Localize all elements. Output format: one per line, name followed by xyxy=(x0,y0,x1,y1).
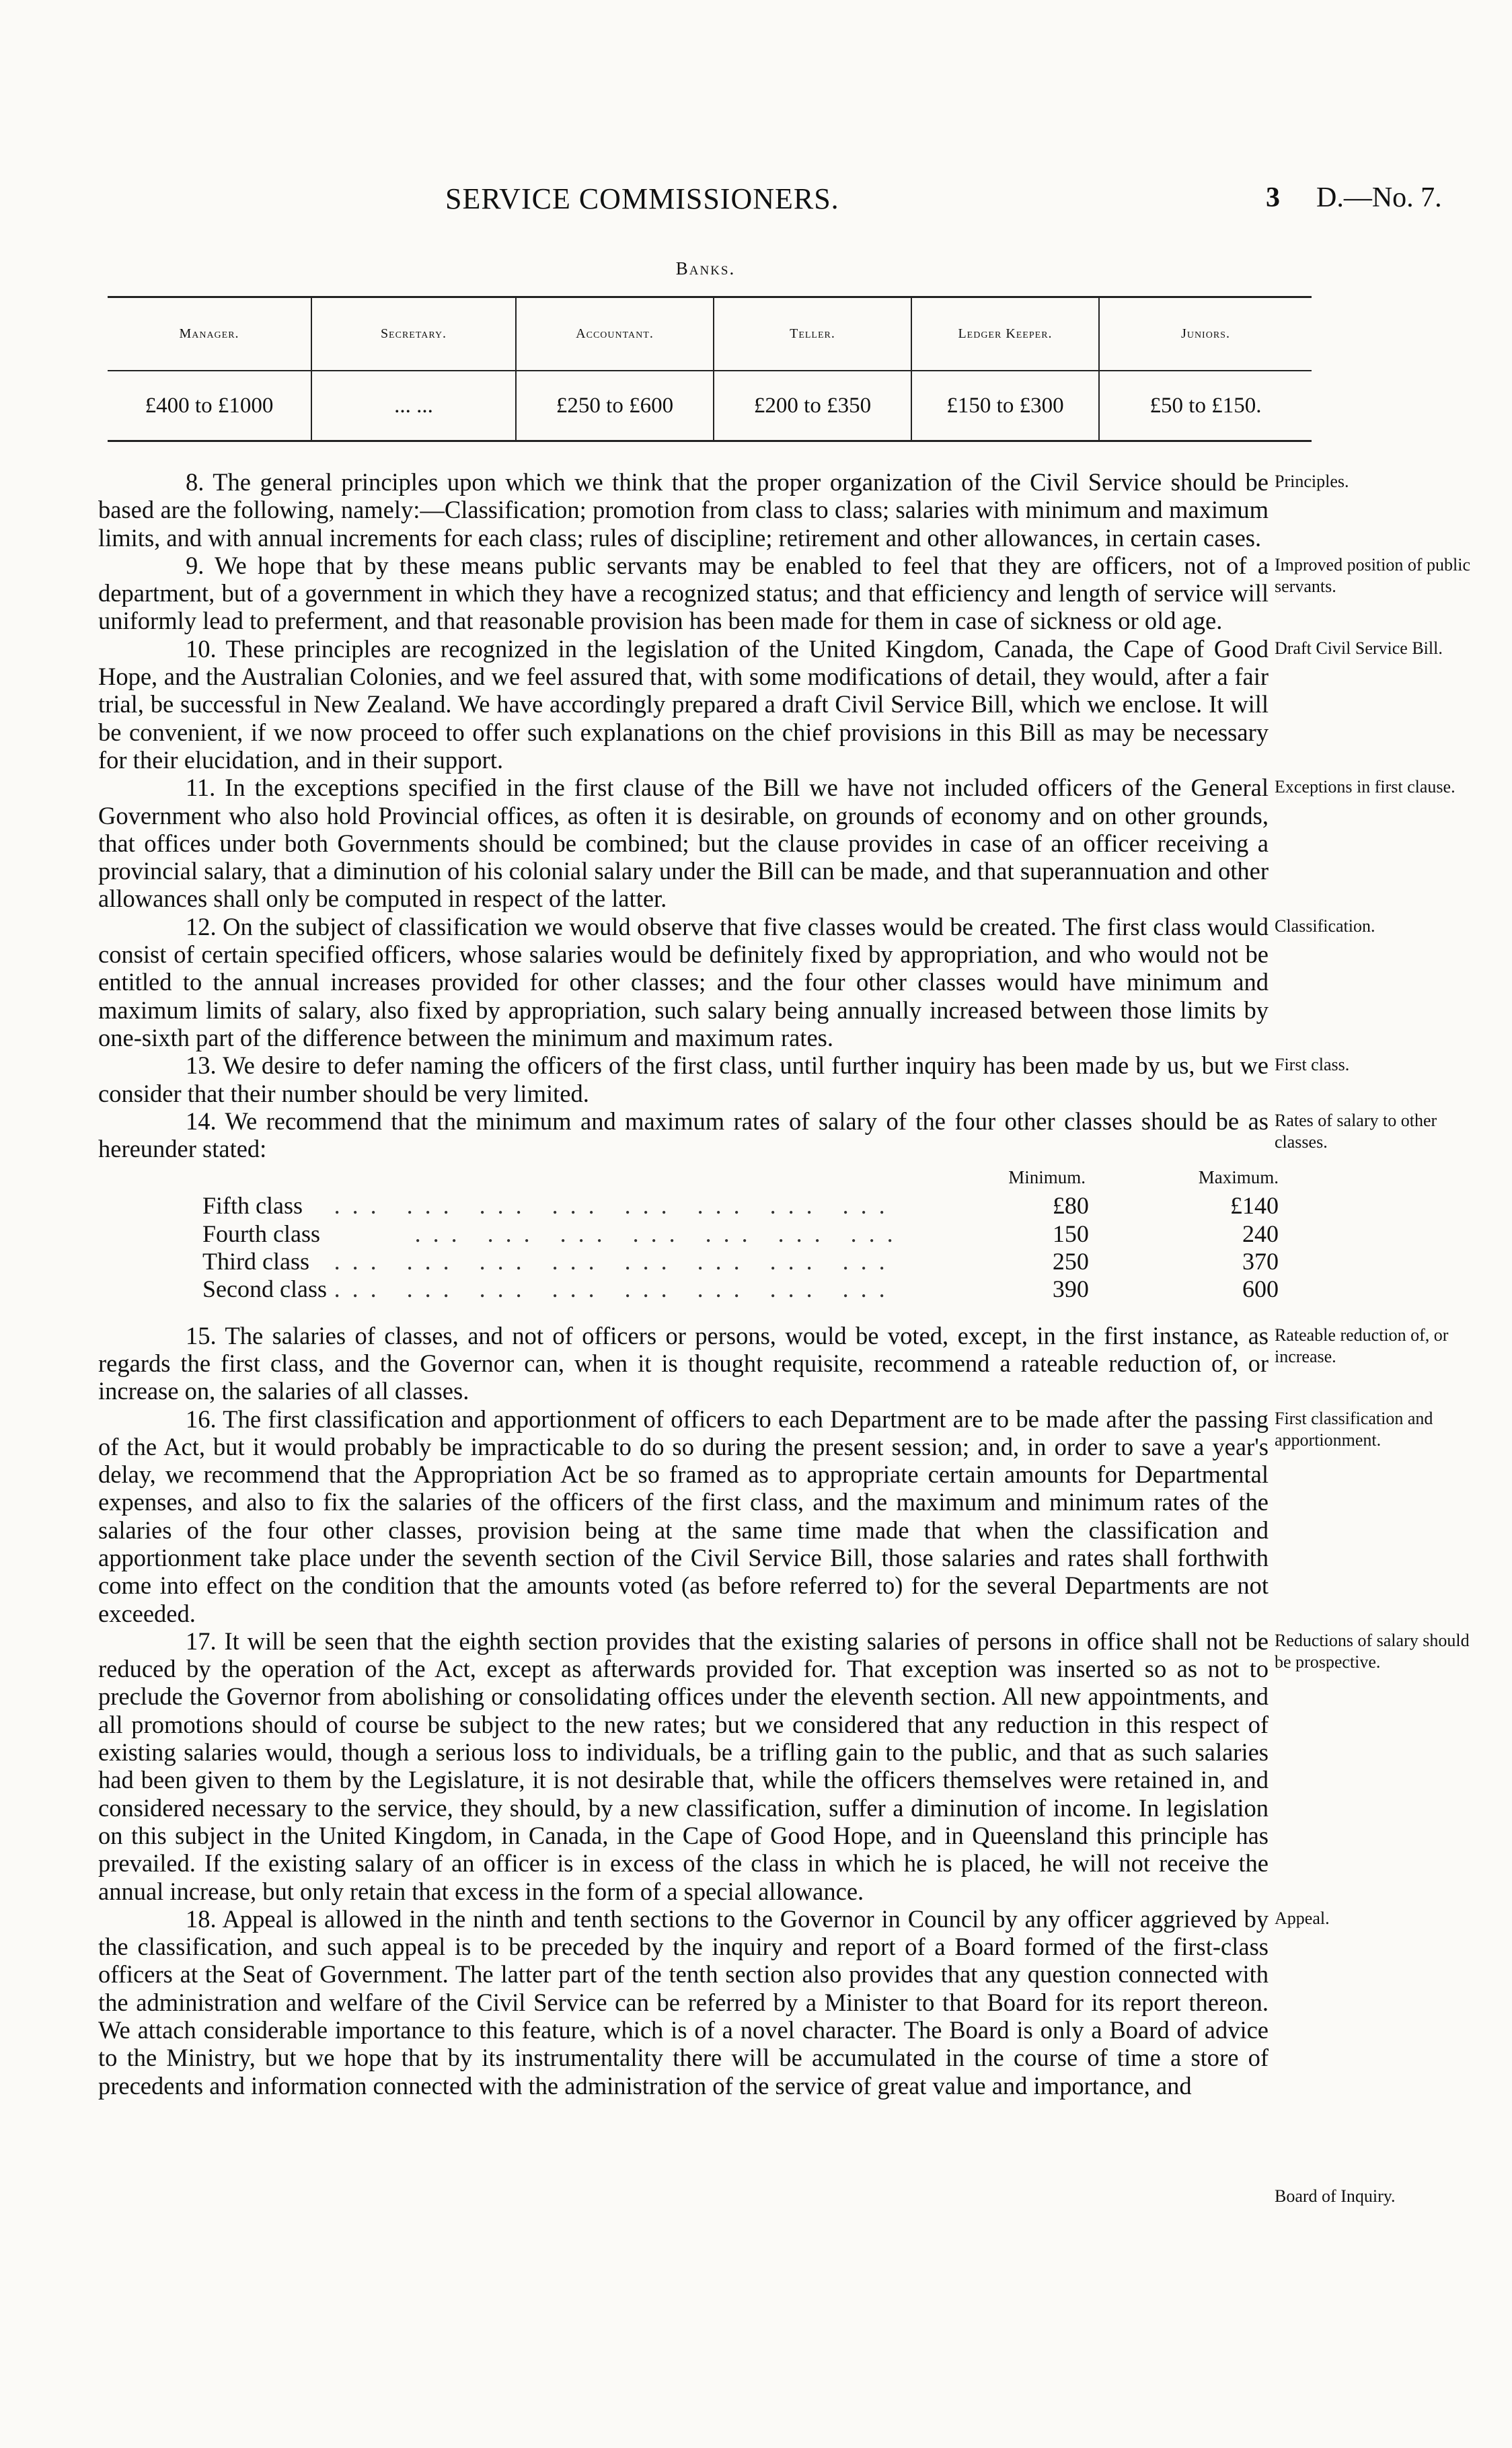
leader-dots: ... ... ... ... ... ... ... ... xyxy=(334,1192,897,1220)
document-reference: D.—No. 7. xyxy=(1316,182,1442,213)
margin-note-appeal: Appeal. xyxy=(1275,1908,1330,1928)
page-header xyxy=(0,182,1512,222)
class-minimum: £80 xyxy=(1052,1192,1089,1220)
banks-value-juniors: £50 to £150. xyxy=(1099,371,1312,441)
class-maximum: 600 xyxy=(1242,1275,1279,1303)
paragraph-18: 18. Appeal is allowed in the ninth and tenth sections to the Governor in Council by any officer aggrieved by the classification, and such appeal is to be preceded by the inquiry and report of a Board formed of the first-class officers at the Seat of Government. The latter part of the tenth section also provides that any question connected with the administration and welfare of the Civil Service can be referred by a Minister to that Board for its report thereon. We attach considerable importance to this feature, which is of a novel character. The Board is only a Board of advice to the Ministry, but we hope that by its instrumentality there will be accumulated in the course of time a store of precedents and information connected with the administration of the service of great value and importance, and xyxy=(98,1904,1269,2100)
margin-note-exceptions: Exceptions in first clause. xyxy=(1275,777,1456,797)
class-minimum: 250 xyxy=(1052,1248,1089,1275)
banks-col-secretary: Secretary. xyxy=(311,297,516,371)
paragraph-15: 15. The salaries of classes, and not of officers or persons, would be voted, except, in the first instance, as regards the first class, and the Governor can, when it is thought requisite, recommend a rateable reduction of, or increase on, the salaries of all classes. xyxy=(98,1321,1269,1405)
class-maximum: 370 xyxy=(1242,1248,1279,1275)
leader-dots: ... ... ... ... ... ... ... ... xyxy=(334,1275,897,1303)
banks-value-teller: £200 to £350 xyxy=(714,371,911,441)
leader-dots: ... ... ... ... ... ... ... xyxy=(414,1220,905,1247)
banks-value-secretary: ... ... xyxy=(311,371,516,441)
margin-note-improved-position: Improved position of public servants. xyxy=(1275,554,1471,596)
class-maximum: 240 xyxy=(1242,1220,1279,1247)
class-salary-table xyxy=(202,1162,1285,1303)
maximum-header: Maximum. xyxy=(1198,1167,1279,1188)
paragraph-9: 9. We hope that by these means public servants may be enabled to feel that they are officers, not of a department, but of a government in which they have a recognized status; and that efficiency and length of service will uniformly lead to preferment, and that reasonable provision has been made for them in case of sickness or old age. xyxy=(98,551,1269,635)
banks-value-row xyxy=(108,371,1312,441)
class-name: Fourth class xyxy=(202,1220,320,1247)
paragraph-16: 16. The first classification and apportionment of officers to each Department are to be made after the passing of the Act, but it would probably be impracticable to do so during the present session; and, in order to save a year's delay, we recommend that the Appropriation Act be so framed as to appropriate certain amounts for Departmental expenses, and also to fix the salaries of the officers of the first class, and the maximum and minimum rates of the salaries of the four other classes, provision being at the same time made that when the classification and apportionment take place under the seventh section of the Civil Service Bill, those salaries and rates shall forthwith come into effect on the condition that the amounts voted (as before referred to) for the several Departments are not exceeded. xyxy=(98,1405,1269,1627)
margin-note-first-class: First class. xyxy=(1275,1055,1350,1075)
class-row xyxy=(202,1220,1285,1248)
paragraph-10: 10. These principles are recognized in the legislation of the United Kingdom, Canada, the Cape of Good Hope, and the Australian Colonies, and we feel assured that, with some modifications of detail, they would, after a fair trial, be successful in New Zealand. We have accordingly prepared a draft Civil Service Bill, which we enclose. It will be convenient, if we now proceed to offer such explanations on the chief provisions in this Bill as may be necessary for their elucidation, and in their support. xyxy=(98,634,1269,774)
margin-note-rates-of-salary: Rates of salary to other classes. xyxy=(1275,1110,1437,1152)
class-row xyxy=(202,1275,1285,1303)
margin-note-first-classification: First classification and apportionment. xyxy=(1275,1408,1433,1450)
paragraph-8: 8. The general principles upon which we think that the proper organization of the Civil Service should be based are the following, namely:—Classification; promotion from class to class; salaries with minimum and maximum limits, and with annual increments for each class; rules of discipline; retirement and other allowances, in certain cases. xyxy=(98,468,1269,552)
banks-heading: Banks. xyxy=(675,258,736,279)
margin-note-rateable-reduction: Rateable reduction of, or increase. xyxy=(1275,1325,1449,1366)
banks-col-accountant: Accountant. xyxy=(516,297,714,371)
banks-col-teller: Teller. xyxy=(714,297,911,371)
paragraph-14: 14. We recommend that the minimum and maximum rates of salary of the four other classes should be as hereunder stated: xyxy=(98,1107,1269,1163)
margin-note-reductions: Reductions of salary should be prospective. xyxy=(1275,1630,1470,1672)
class-row xyxy=(202,1248,1285,1275)
banks-col-ledger-keeper: Ledger Keeper. xyxy=(911,297,1099,371)
page-title: SERVICE COMMISSIONERS. xyxy=(445,182,839,215)
banks-header-row xyxy=(108,297,1312,371)
class-name: Fifth class xyxy=(202,1192,303,1220)
banks-value-ledger-keeper: £150 to £300 xyxy=(911,371,1099,441)
banks-value-manager: £400 to £1000 xyxy=(108,371,311,441)
class-minimum: 390 xyxy=(1052,1275,1089,1303)
paragraph-12: 12. On the subject of classification we would observe that five classes would be created. The first class would consist of certain specified officers, whose salaries would be definitely fixed by appropriation, and who would not be entitled to the annual increases provided for other classes; and the four other classes would have minimum and maximum limits of salary, also fixed by appropriation, such salary being annually increased between those limits by one-sixth part of the difference between the minimum and maximum rates. xyxy=(98,912,1269,1051)
margin-note-classification: Classification. xyxy=(1275,916,1375,936)
margin-note-principles: Principles. xyxy=(1275,472,1349,491)
banks-salary-table xyxy=(108,296,1312,442)
class-name: Third class xyxy=(202,1248,309,1275)
class-row xyxy=(202,1192,1285,1220)
body-text xyxy=(98,468,1279,2100)
page-number: 3 xyxy=(1266,182,1280,213)
paragraph-11: 11. In the exceptions specified in the first clause of the Bill we have not included officers of the General Government who also hold Provincial offices, as often it is desirable, on grounds of economy and on other grounds, that offices under both Governments should be combined; but the clause provides in case of an officer receiving a provincial salary, that a diminution of his colonial salary under the Bill can be made, and that superannuation and other allowances shall only be computed in respect of the latter. xyxy=(98,774,1269,913)
banks-value-accountant: £250 to £600 xyxy=(516,371,714,441)
margin-note-board-of-inquiry: Board of Inquiry. xyxy=(1275,2186,1396,2206)
minimum-header: Minimum. xyxy=(1008,1167,1086,1188)
banks-col-manager: Manager. xyxy=(108,297,311,371)
banks-col-juniors: Juniors. xyxy=(1099,297,1312,371)
class-name: Second class xyxy=(202,1275,327,1303)
paragraph-17: 17. It will be seen that the eighth section provides that the existing salaries of persons in office shall not be reduced by the operation of the Act, except as afterwards provided for. That exception was inserted so as not to preclude the Governor from abolishing or consolidating offices under the eleventh section. All new appointments, and all promotions should of course be subject to the new rates; but we considered that any reduction in this respect of existing salaries would, though a serious loss to individuals, be a trifling gain to the public, and that as such salaries had been given to them by the Legislature, it is not desirable that, while the officers themselves were retained in, and considered necessary to the service, they should, by a new classification, suffer a diminution of income. In legislation on this subject in the United Kingdom, in Canada, in the Cape of Good Hope, and in Queensland this principle has prevailed. If the existing salary of an officer is in excess of the class in which he is placed, he will not receive the annual increase, but only retain that excess in the form of a special allowance. xyxy=(98,1627,1269,1905)
class-maximum: £140 xyxy=(1230,1192,1279,1220)
leader-dots: ... ... ... ... ... ... ... ... xyxy=(334,1248,897,1275)
paragraph-13: 13. We desire to defer naming the officers of the first class, until further inquiry has been made by us, but we consider that their number should be very limited. xyxy=(98,1051,1269,1107)
class-minimum: 150 xyxy=(1052,1220,1089,1247)
margin-note-draft-bill: Draft Civil Service Bill. xyxy=(1275,638,1443,658)
